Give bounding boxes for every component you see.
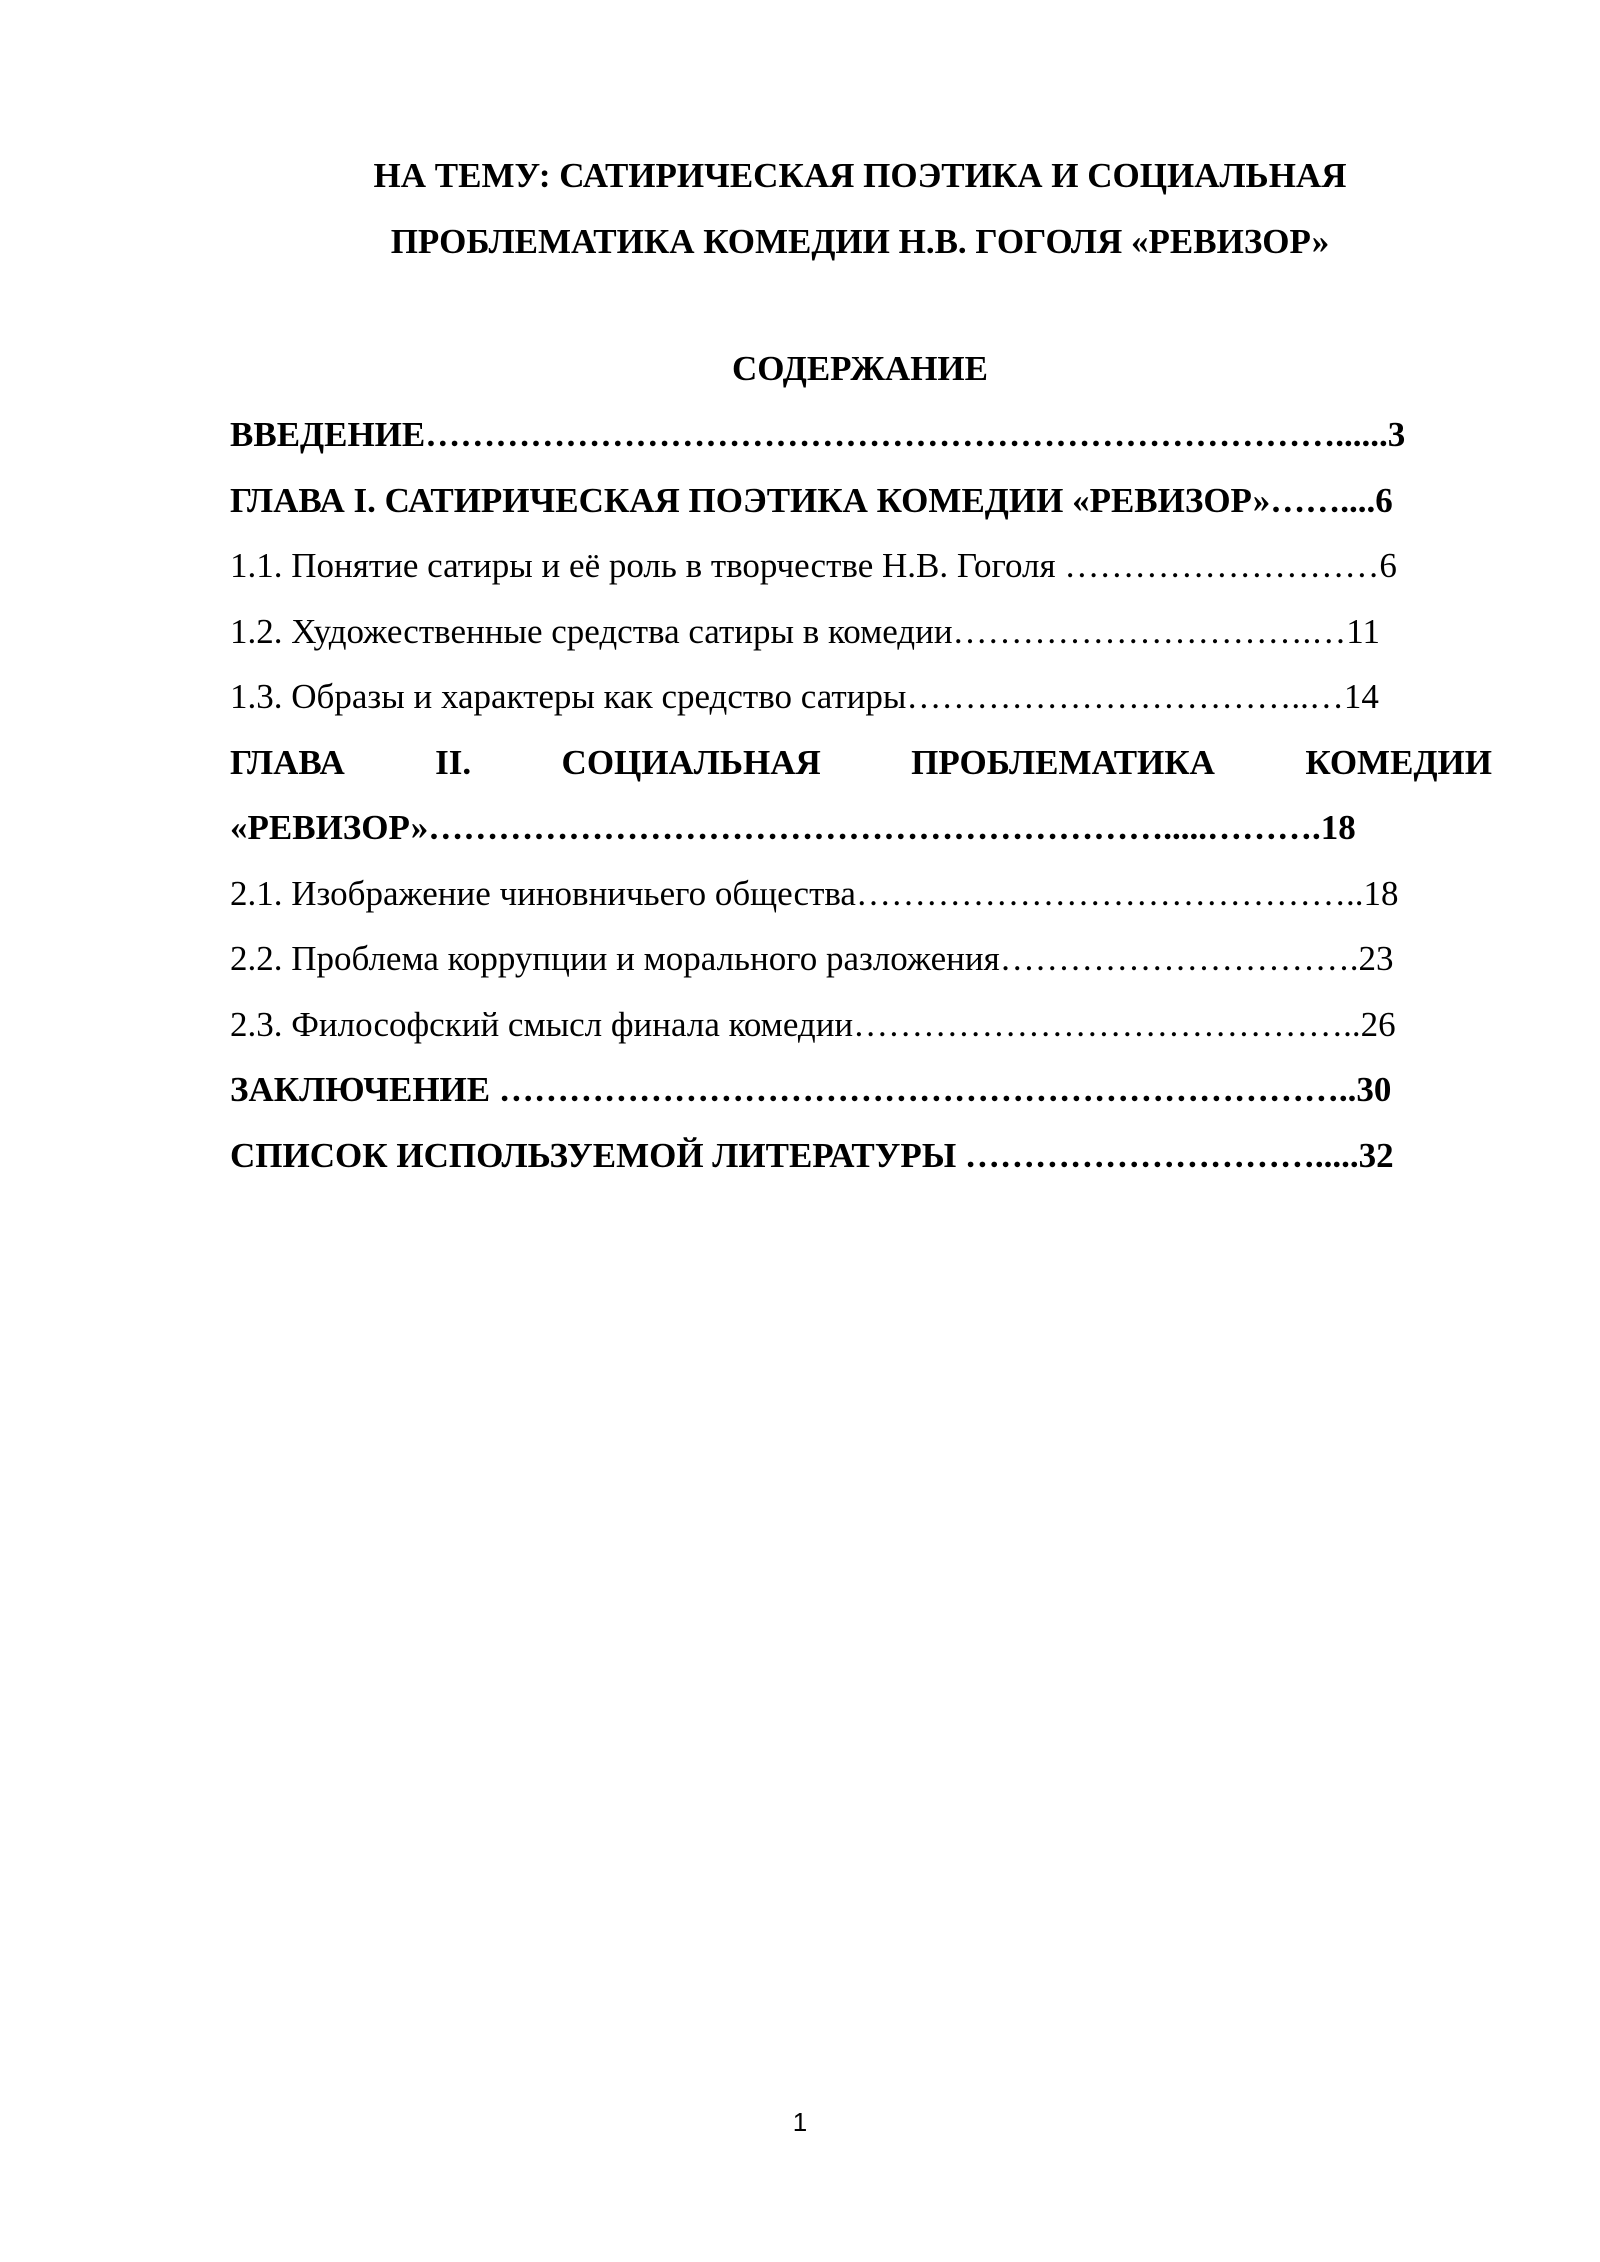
toc-entry-chapter-2-line-1 — [230, 730, 1492, 796]
toc-entry-section-2-2: 2.2. Проблема коррупции и морального разложения………………………….23 — [230, 939, 1394, 978]
toc-entry-conclusion: ЗАКЛЮЧЕНИЕ ………………………………………………………………..30 — [230, 1070, 1392, 1109]
chapter-2-word: II. — [435, 742, 472, 782]
topic-title-line-1: НА ТЕМУ: САТИРИЧЕСКАЯ ПОЭТИКА И СОЦИАЛЬНАЯ — [373, 156, 1347, 195]
chapter-2-word: ГЛАВА — [230, 742, 345, 782]
toc-entry-chapter-1: ГЛАВА I. САТИРИЧЕСКАЯ ПОЭТИКА КОМЕДИИ «РЕВИЗОР»……....6 — [230, 480, 1393, 520]
toc-entry-section-2-3: 2.3. Философский смысл финала комедии……………………………………..26 — [230, 1004, 1396, 1044]
page-number: 1 — [792, 2107, 808, 2137]
toc-heading: СОДЕРЖАНИЕ — [731, 349, 988, 388]
toc-entry-section-1-2: 1.2. Художественные средства сатиры в комедии………………………….…11 — [230, 611, 1381, 651]
chapter-2-word: СОЦИАЛЬНАЯ — [561, 742, 821, 782]
toc-entry-bibliography: СПИСОК ИСПОЛЬЗУЕМОЙ ЛИТЕРАТУРЫ ………………………….....32 — [230, 1135, 1394, 1175]
toc-entry-introduction: ВВЕДЕНИЕ……………………………………………………………………......3 — [230, 415, 1406, 454]
topic-title-line-2: ПРОБЛЕМАТИКА КОМЕДИИ Н.В. ГОГОЛЯ «РЕВИЗОР» — [390, 222, 1330, 261]
table-of-contents — [230, 402, 1492, 1188]
chapter-2-word: ПРОБЛЕМАТИКА — [911, 742, 1215, 782]
toc-entry-section-1-3: 1.3. Образы и характеры как средство сатиры……………………………..…14 — [230, 677, 1379, 716]
toc-entry-chapter-2-line-2: «РЕВИЗОР»……………………………………………………….....……….18 — [230, 808, 1356, 847]
toc-entry-section-1-1: 1.1. Понятие сатиры и её роль в творчестве Н.В. Гоголя ………………………6 — [230, 546, 1397, 585]
chapter-2-word: КОМЕДИИ — [1305, 742, 1492, 782]
topic-title — [230, 143, 1490, 275]
toc-entry-section-2-1: 2.1. Изображение чиновничьего общества……………………………………..18 — [230, 873, 1399, 913]
